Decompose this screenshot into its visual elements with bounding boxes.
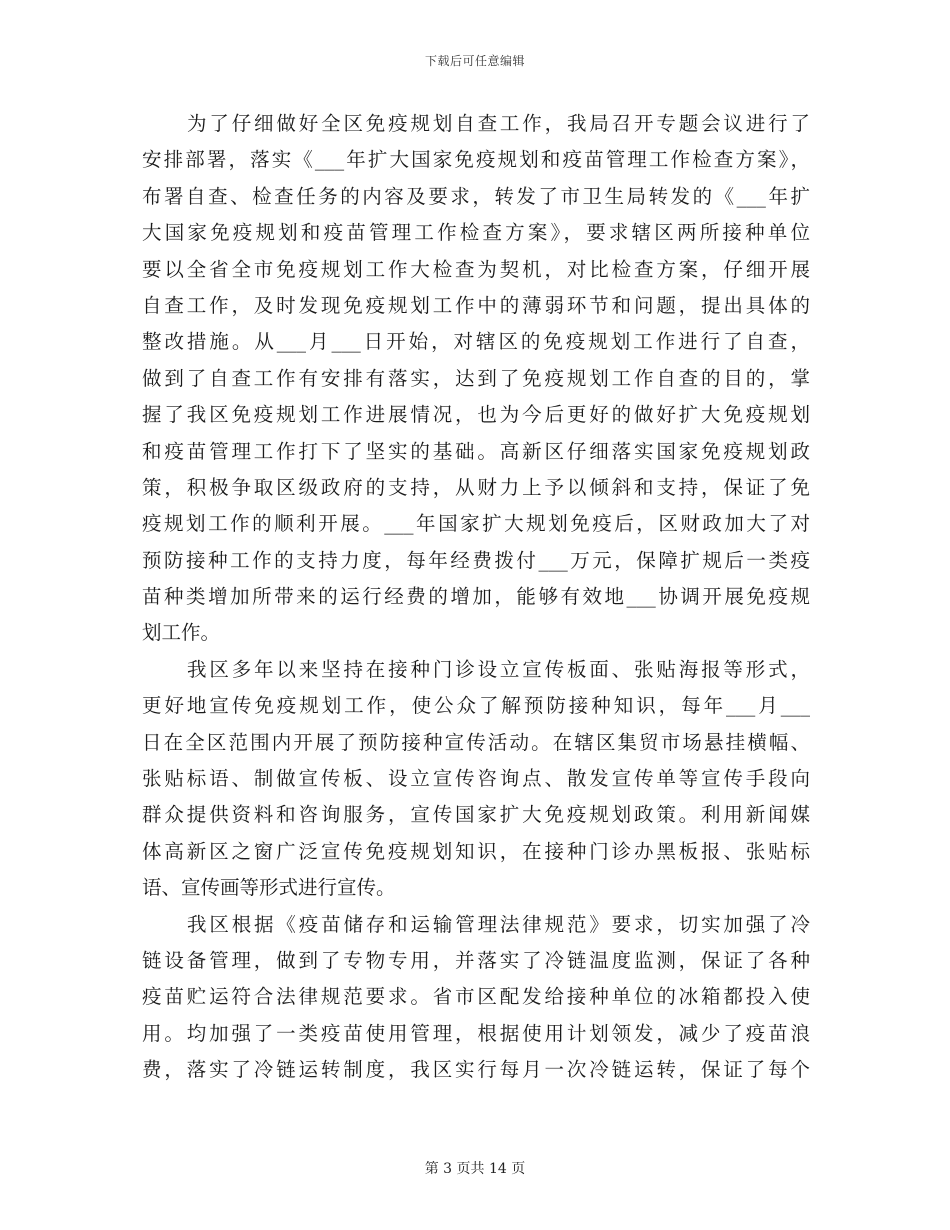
- text-line: 大国家免疫规划和疫苗管理工作检查方案》，要求辖区两所接种单位: [142, 221, 810, 245]
- text-line: 张贴标语、制做宣传板、设立宣传咨询点、散发宣传单等宣传手段向: [142, 767, 810, 791]
- text-line: 费，落实了冷链运转制度，我区实行每月一次冷链运转，保证了每个: [142, 1058, 810, 1082]
- text-line: 我区多年以来坚持在接种门诊设立宣传板面、张贴海报等形式，: [187, 657, 810, 681]
- text-line: 整改措施。从___月___日开始，对辖区的免疫规划工作进行了自查，: [142, 330, 810, 354]
- text-line: 划工作。: [142, 621, 221, 645]
- page-header: 下载后可任意编辑: [424, 54, 525, 68]
- text-line: 自查工作，及时发现免疫规划工作中的薄弱环节和问题，提出具体的: [142, 293, 810, 317]
- text-line: 疫规划工作的顺利开展。___年国家扩大规划免疫后，区财政加大了对: [142, 512, 810, 536]
- text-line: 语、宣传画等形式进行宣传。: [142, 876, 396, 900]
- text-line: 群众提供资料和咨询服务，宣传国家扩大免疫规划政策。利用新闻媒: [142, 803, 810, 827]
- text-line: 为了仔细做好全区免疫规划自查工作，我局召开专题会议进行了: [187, 112, 810, 135]
- text-line: 布署自查、检查任务的内容及要求，转发了市卫生局转发的《___年扩: [142, 184, 810, 208]
- text-line: 更好地宣传免疫规划工作，使公众了解预防接种知识，每年___月___: [142, 694, 810, 718]
- text-line: 日在全区范围内开展了预防接种宣传活动。在辖区集贸市场悬挂横幅、: [142, 730, 810, 754]
- text-line: 做到了自查工作有安排有落实，达到了免疫规划工作自查的目的，掌: [142, 366, 810, 390]
- text-line: 链设备管理，做到了专物专用，并落实了冷链温度监测，保证了各种: [142, 948, 810, 972]
- text-line: 我区根据《疫苗储存和运输管理法律规范》要求，切实加强了冷: [187, 912, 810, 936]
- text-line: 预防接种工作的支持力度，每年经费拨付___万元，保障扩规后一类疫: [142, 548, 810, 572]
- text-line: 握了我区免疫规划工作进展情况，也为今后更好的做好扩大免疫规划: [142, 403, 810, 427]
- text-line: 疫苗贮运符合法律规范要求。省市区配发给接种单位的冰箱都投入使: [142, 985, 810, 1009]
- text-line: 策，积极争取区级政府的支持，从财力上予以倾斜和支持，保证了免: [142, 475, 810, 499]
- document-body: [142, 106, 810, 1089]
- text-line: 安排部署，落实《___年扩大国家免疫规划和疫苗管理工作检查方案》，: [142, 148, 810, 172]
- text-line: 体高新区之窗广泛宣传免疫规划知识，在接种门诊办黑板报、张贴标: [142, 839, 810, 863]
- page-number: 第 3 页共 14 页: [424, 1161, 526, 1177]
- text-line: 要以全省全市免疫规划工作大检查为契机，对比检查方案，仔细开展: [142, 257, 810, 281]
- text-line: 苗种类增加所带来的运行经费的增加，能够有效地___协调开展免疫规: [142, 585, 810, 609]
- text-line: 用。均加强了一类疫苗使用管理，根据使用计划领发，减少了疫苗浪: [142, 1021, 810, 1045]
- text-line: 和疫苗管理工作打下了坚实的基础。高新区仔细落实国家免疫规划政: [142, 439, 810, 463]
